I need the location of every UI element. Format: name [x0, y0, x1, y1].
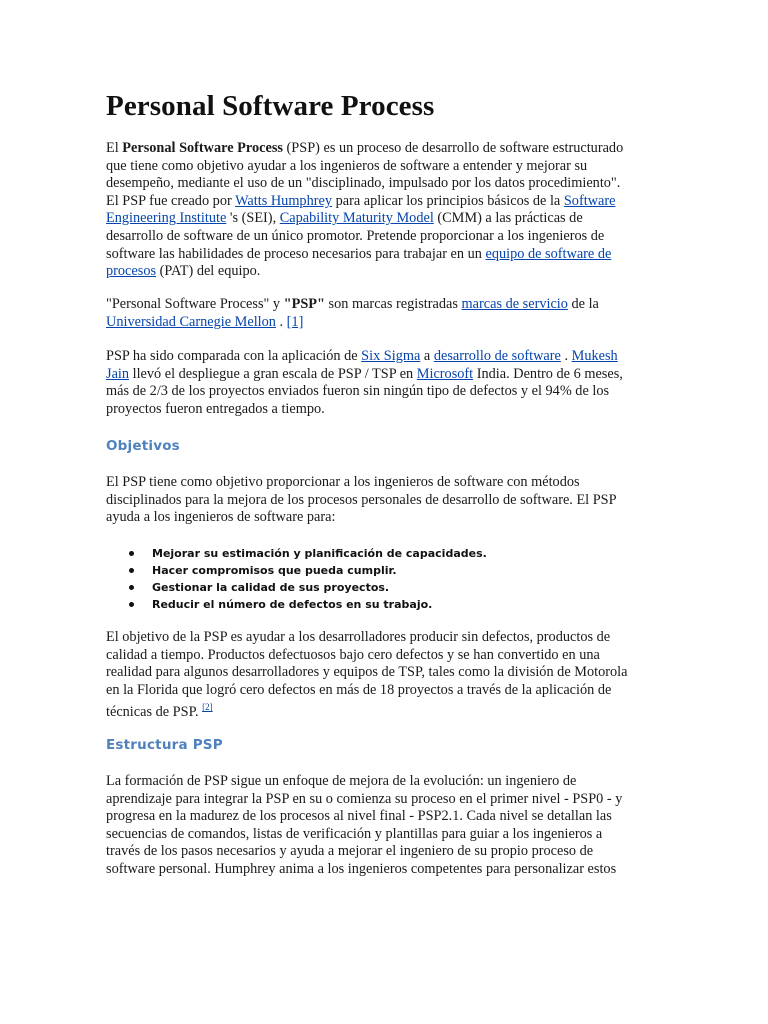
link-universidad-carnegie-mellon[interactable]: Universidad Carnegie Mellon [106, 313, 276, 330]
link-microsoft[interactable]: Microsoft [416, 365, 474, 382]
goal-paragraph: El objetivo de la PSP es ayudar a los desarrolladores producir sin defectos, productos de calidad a tiempo. Productos defectuosos bajo cero defectos y se han convertido en una realidad para algunos desarrolladores y equipos de TSP, tales como la división de Motorola en la Florida que logró cero defectos en más de 18 proyectos a través de la aplicación de técnicas de PSP. [2] [106, 629, 628, 721]
list-item: Reducir el número de defectos en su trabajo. [106, 596, 626, 613]
link-software-engineering-institute[interactable]: Software [563, 192, 616, 209]
heading-estructura-psp: Estructura PSP [106, 737, 223, 753]
bullet-icon [129, 585, 134, 590]
link-marcas-de-servicio[interactable]: marcas de servicio [461, 296, 568, 312]
heading-objetivos: Objetivos [106, 438, 180, 454]
trademark-paragraph: "Personal Software Process" y "PSP" son marcas registradas marcas de servicio de la Universidad Carnegie Mellon . [1] [106, 296, 599, 330]
page-title: Personal Software Process [106, 90, 435, 122]
link-equipo-software-procesos[interactable]: equipo de software de [485, 245, 612, 262]
bullet-icon [129, 551, 134, 556]
list-item: Mejorar su estimación y planificación de capacidades. [106, 545, 626, 562]
link-six-sigma[interactable]: Six Sigma [361, 348, 421, 364]
link-capability-maturity-model[interactable]: Capability Maturity Model [279, 210, 434, 227]
link-mukesh-jain-cont[interactable]: Jain [106, 365, 130, 382]
bullet-icon [129, 602, 134, 607]
intro-paragraph: El Personal Software Process (PSP) es un proceso de desarrollo de software estructurado que tiene como objetivo ayudar a los ingenieros de software a entender y mejorar su desempeño, mediante el uso de un "disciplinado, impulsado por los datos procedimiento". El PSP fue creado por Watts Humphrey para aplicar los principios básicos de la Software Engineering Institute 's (SEI), Capability Maturity Model (CMM) a las prácticas de desarrollo de software de un único promotor. Pretende proporcionar a los ingenieros de software las habilidades de proceso necesarios para trabajar en un equipo de software de procesos (PAT) del equipo. [106, 140, 624, 280]
objetivos-bullet-list [106, 545, 626, 613]
reference-link-1[interactable]: [1] [286, 313, 304, 330]
term-psp-bold: Personal Software Process [122, 140, 283, 156]
link-equipo-software-procesos-cont[interactable]: procesos [106, 263, 157, 280]
comparison-paragraph: PSP ha sido comparada con la aplicación de Six Sigma a desarrollo de software . Mukesh Jain llevó el despliegue a gran escala de PSP / TSP en Microsoft India. Dentro de 6 meses, más de 2/3 de los proyectos enviados fueron sin ningún tipo de defectos y el 94% de los proyectos fueron entregados a tiempo. [106, 348, 623, 417]
list-item: Gestionar la calidad de sus proyectos. [106, 579, 626, 596]
bullet-icon [129, 568, 134, 573]
link-desarrollo-de-software[interactable]: desarrollo de software [433, 348, 561, 364]
objetivos-paragraph: El PSP tiene como objetivo proporcionar a los ingenieros de software con métodos disciplinados para la mejora de los procesos personales de desarrollo de software. El PSP ayuda a los ingenieros de software para: [106, 474, 617, 526]
reference-link-2[interactable]: [2] [202, 702, 213, 713]
link-mukesh-jain[interactable]: Mukesh [571, 348, 618, 364]
link-software-engineering-institute-cont[interactable]: Engineering Institute [106, 210, 227, 227]
list-item: Hacer compromisos que pueda cumplir. [106, 562, 626, 579]
estructura-paragraph: La formación de PSP sigue un enfoque de mejora de la evolución: un ingeniero de aprendizaje para integrar la PSP en su o comienza su proceso en el primer nivel - PSP0 - y progresa en la madurez de los procesos al nivel final - PSP2.1. Cada nivel se detallan las secuencias de comandos, listas de verificación y plantillas para guiar a los ingenieros a través de los pasos necesarios y ayuda a mejorar el ingeniero de su propio proceso de software personal. Humphrey anima a los ingenieros competentes para personalizar estos [106, 773, 623, 877]
link-watts-humphrey[interactable]: Watts Humphrey [235, 192, 332, 209]
